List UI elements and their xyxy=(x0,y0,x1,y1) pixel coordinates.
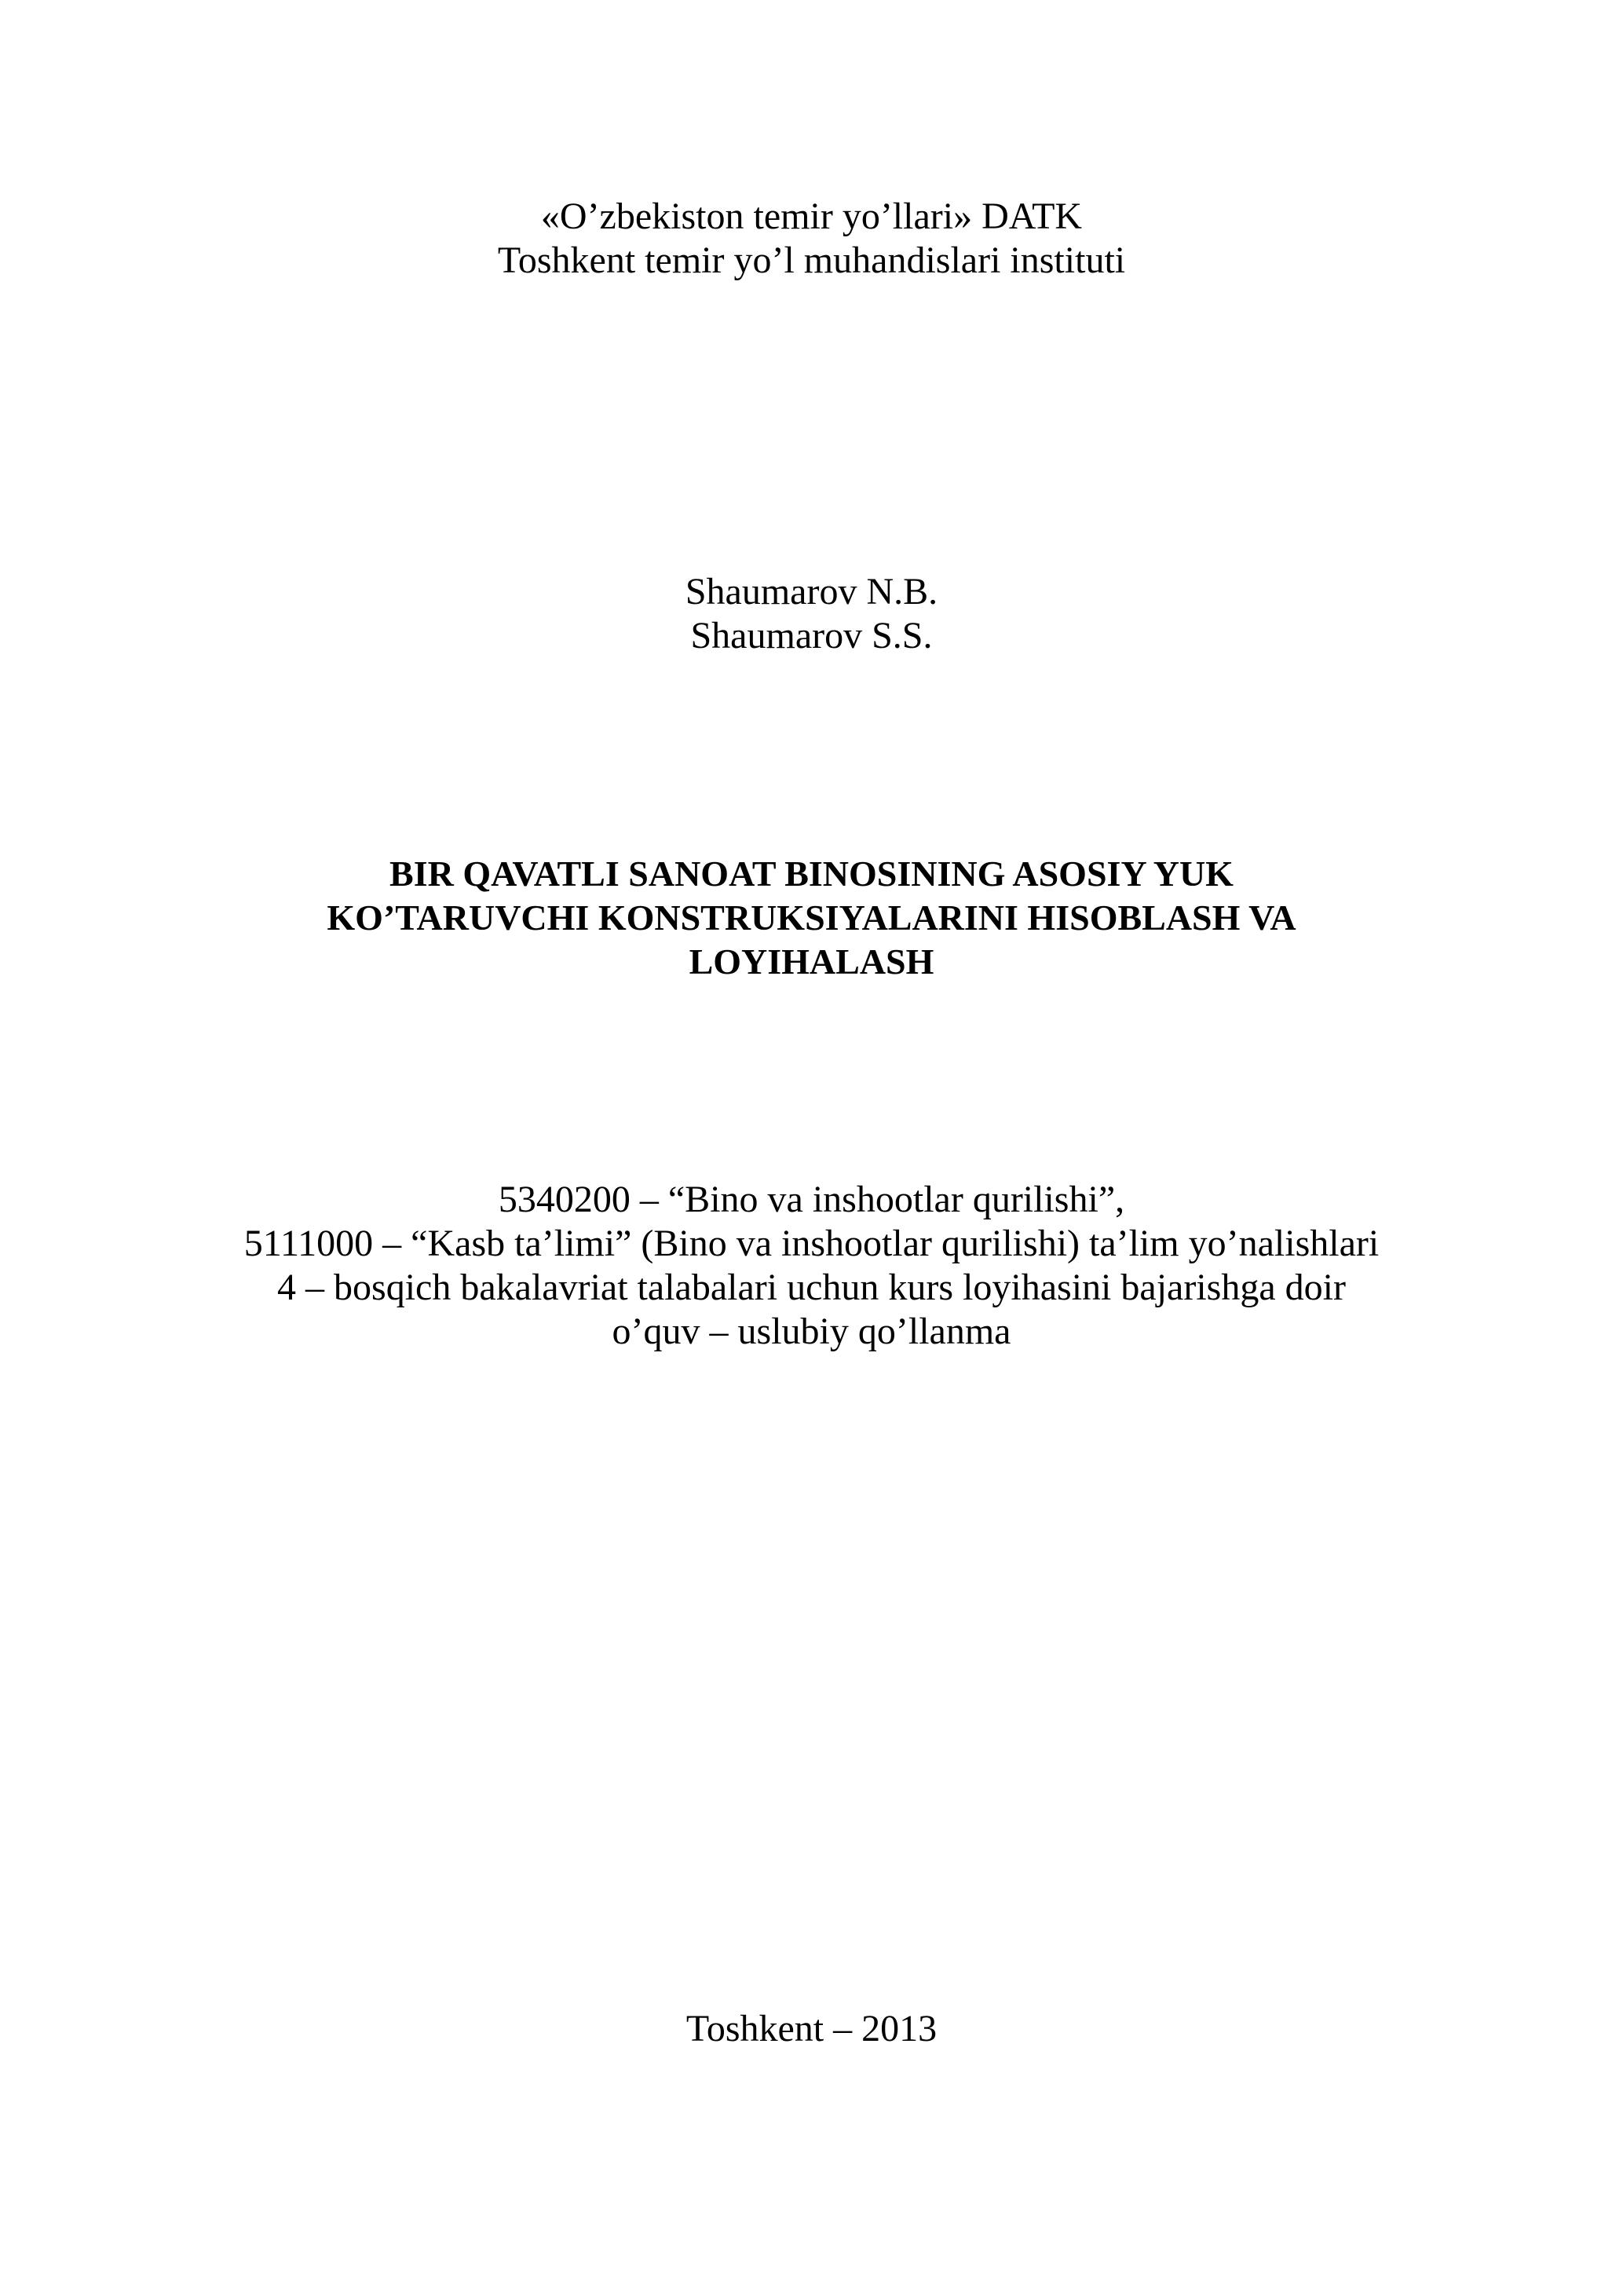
title-line: KO’TARUVCHI KONSTRUKSIYALARINI HISOBLASH VA xyxy=(327,898,1296,938)
document-title xyxy=(0,852,1623,984)
institute-name: Toshkent temir yo’l muhandislari instituti xyxy=(497,239,1126,281)
title-line: LOYIHALASH xyxy=(689,941,934,982)
authors-block xyxy=(0,570,1623,658)
organization-name: «O’zbekiston temir yo’llari» DATK xyxy=(540,196,1083,237)
description-line: 4 – bosqich bakalavriat talabalari uchun kurs loyihasini bajarishga doir xyxy=(277,1267,1346,1308)
title-line: BIR QAVATLI SANOAT BINOSINING ASOSIY YUK xyxy=(389,854,1234,894)
description-line: 5340200 – “Bino va inshootlar qurilishi”, xyxy=(498,1179,1125,1220)
description-line: o’quv – uslubiy qo’llanma xyxy=(612,1311,1011,1352)
description-line: 5111000 – “Kasb ta’limi” (Bino va inshootlar qurilishi) ta’lim yo’nalishlari xyxy=(243,1223,1380,1264)
author-name: Shaumarov S.S. xyxy=(690,615,933,656)
author-name: Shaumarov N.B. xyxy=(685,571,938,612)
document-description xyxy=(0,1178,1623,1354)
document-header xyxy=(0,195,1623,283)
place-and-year: Toshkent – 2013 xyxy=(685,2008,938,2049)
document-footer xyxy=(0,2007,1623,2051)
